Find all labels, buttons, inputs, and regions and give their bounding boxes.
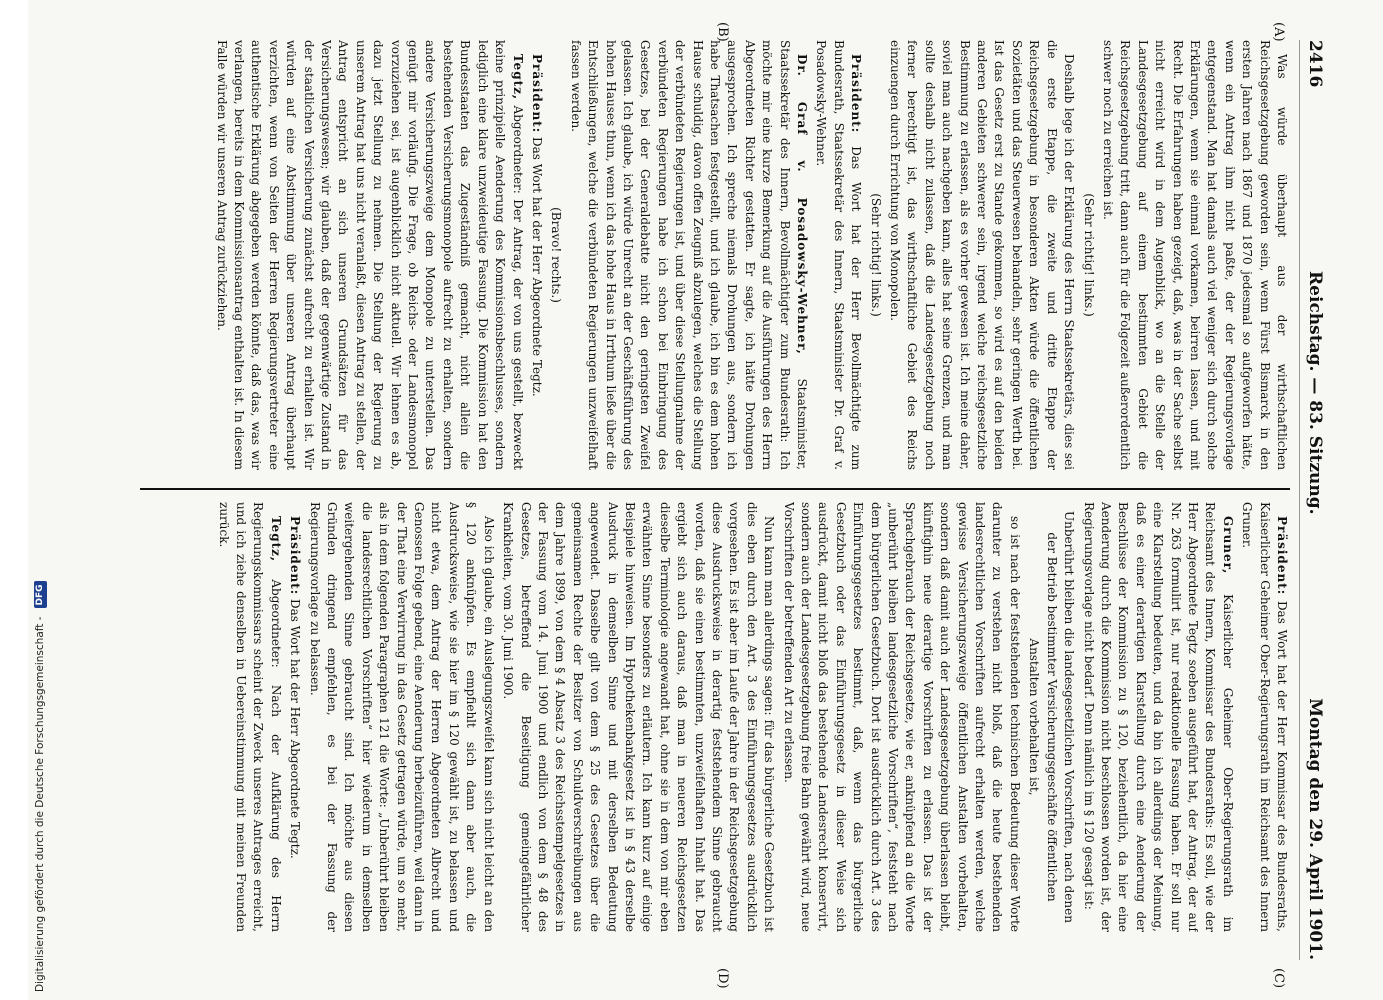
margin-marker-b: (B) bbox=[715, 22, 730, 42]
paragraph bbox=[1099, 40, 1290, 470]
paragraph bbox=[214, 502, 284, 932]
paragraph-text: Unberührt bleiben die landesgesetzlichen Vorschriften, nach denen der Betrieb bestimmter Versicherungsgeschäfte öffentlichen Anstalten vorbehalten ist, bbox=[1027, 511, 1077, 923]
paragraph-text: Das Wort hat der Herr Kommissar des Bundesraths, Kaiserlicher Geheimer Ober-Regierungsrath im Reichsamt des Innern Gruner. bbox=[1240, 502, 1289, 932]
margin-marker-c: (C) bbox=[1271, 968, 1286, 989]
speaker-name: Präsident: bbox=[1275, 516, 1289, 596]
paragraph-text: Das Wort hat der Herr Abgeordnete Tegtz. bbox=[529, 137, 544, 397]
paragraph bbox=[499, 502, 778, 932]
right-text-column bbox=[60, 502, 1290, 932]
paragraph bbox=[779, 502, 1023, 932]
page-header bbox=[1299, 40, 1330, 960]
paragraph bbox=[1079, 502, 1236, 932]
speaker-name: Tegtz, bbox=[268, 516, 283, 563]
dfg-logo: DFG bbox=[34, 581, 47, 608]
speaker-name: Präsident: bbox=[529, 54, 544, 134]
paragraph bbox=[528, 40, 545, 470]
paragraph-text: Was würde überhaupt aus der wirthschaftlichen Reichsgesetzgebung geworden sein, wenn Fürst Bismarck in den ersten Jahren nach 1867 und 1870 jedesmal so aufgeworfen hätte, wenn ein Antrag ihm nicht paßte, der der Regierungsvorlage entgegenstand. Man hat damals auch viel weniger sich durch solche Erklärungen, wenn sie einmal vorkamen, beirren lassen, und mit Recht. Die Erfahrungen haben gezeigt, daß, was in der Sache selbst nicht erreicht wird in dem Augenblick, wo an die Stelle der Landesgesetzgebung auf einem bestimmten Gebiet die Reichsgesetzgebung tritt, dann auch für die Folgezeit außerordentlich schwer noch zu erreichen ist. bbox=[1100, 40, 1289, 470]
interjection-line bbox=[1079, 40, 1096, 470]
paragraph-text: Das Wort hat der Herr Bevollmächtigte zum Bundesrath, Staatssekretär des Innern, Staatsminister Dr. Graf v. Posadowsky-Wehner. bbox=[814, 40, 864, 470]
paragraph-text: (Sehr richtig! links.) bbox=[868, 193, 883, 317]
column-divider bbox=[140, 488, 1290, 490]
paragraph bbox=[566, 40, 810, 470]
rotated-page-content bbox=[30, 22, 1330, 989]
credit-text: Digitalisierung gefördert durch die Deutsche Forschungsgemeinschaft - bbox=[34, 616, 46, 992]
paragraph-text: Kaiserlicher Geheimer Ober-Regierungsrath im Reichsamt des Innern, Kommissar des Bundesraths: Es soll, wie der Herr Abgeordnete Tegtz soeben ausgeführt hat, der Antrag, der auf Nr. 263 formulirt ist, nur redaktionelle Fassung haben. Er soll nur eine Klarstellung bedeuten, und da bin ich allerdings der Meinung, daß es einer derartigen Klarstellung durch eine Aenderung der Beschlüsse der Kommission zu § 120, beziehentlich, da hier eine Aenderung durch die Kommission nicht beschlossen worden ist, der Regierungsvorlage nicht bedarf. Denn nämlich im § 120 gesagt ist: bbox=[1081, 502, 1235, 932]
speaker-name: Dr. Graf v. Posadowsky-Wehner, bbox=[795, 54, 810, 355]
margin-marker-d: (D) bbox=[715, 968, 730, 989]
paragraph-text: Abgeordneter: Der Antrag, der von uns gestellt, bezweckt keine prinzipielle Aenderung des Kommissionsbeschlusses, sondern lediglich eine klare unzweideutige Fassung. Die Kommission hat den Bundesstaaten das Zugeständniß gemacht, nicht allein die bestehenden Versicherungsmonopole aufrecht zu erhalten, sondern andere Versicherungszweige dem Monopole zu unterstellen. Das genügt mir vorläufig. Die Frage, ob Reichs- oder Landesmonopol vorzuziehen sei, ist augenblicklich nicht aktuell. Wir lehnen es ab, dazu jetzt Stellung zu nehmen. Die Stellung der Regierung zu unserem Antrag hat uns nicht veranlaßt, diesen Antrag zu stellen, der Antrag entspricht an sich unseren Grundsätzen für das Versicherungswesen; wir glauben, daß der gegenwärtige Zustand in der staatlichen Versicherung zunächst aufrecht zu erhalten ist. Wir würden auf eine Abstimmung über unseren Antrag überhaupt verzichten, wenn von Seiten der Herren Regierungsvertreter eine authentische Erklärung abgegeben werden könnte, daß das, was wir verlangen, bereits in dem Kommissionsantrag enthalten ist. In diesem Falle würden wir unseren Antrag zurückziehen. bbox=[214, 40, 525, 470]
interjection-line bbox=[1025, 502, 1077, 932]
paragraph-text: Abgeordneter: Nach der Aufklärung des Herrn Regierungskommissars scheint der Zweck unseres Antrages erreicht, und ich ziehe denselben in Uebereinstimmung mit meinen Freunden zurück. bbox=[216, 502, 283, 932]
paragraph bbox=[1238, 502, 1290, 932]
interjection-line bbox=[866, 40, 883, 470]
paragraph bbox=[812, 40, 864, 470]
paragraph-text: Staatsminister, Staatssekretär des Innern, Bevollmächtigter zum Bundesrath: Ich möchte mir eine kurze Bemerkung auf die Ausführungen des Herrn Abgeordneten Richter gestatten. Er sagte, ich hätte Drohungen ausgesprochen. Ich spreche niemals Drohungen aus, sondern ich habe Thatsachen festgestellt, und ich glaube, ich bin es dem hohen Hause schuldig, davon offen Zeugniß abzulegen, welches die Stellung der verbündeten Regierungen ist, und über diese Stellungnahme der verbündeten Regierungen habe ich schon bei Einbringung des Gesetzes, bei der Generaldebatte nicht den geringsten Zweifel gelassen. Ich glaube, ich würde Unrecht an der Geschäftsführung des hohen Hauses thun, wenn ich das hohe Haus in Irrthum ließe über die Entschließungen, welche die verbündeten Regierungen unzweifelhaft fassen werden. bbox=[568, 40, 810, 470]
paragraph-text: (Sehr richtig! links.) bbox=[1081, 193, 1096, 317]
paragraph bbox=[212, 40, 525, 470]
paragraph-text: (Bravo! rechts.) bbox=[549, 207, 564, 303]
paragraph-text: Das Wort hat der Herr Abgeordnete Tegtz. bbox=[288, 599, 303, 859]
paragraph bbox=[286, 502, 303, 932]
paragraph-text: Deshalb lege ich der Erklärung des Herrn Staatssekretärs, dies sei die erste Etappe, die zweite und dritte Etappe der Reichsgesetzgebung in besonderen Akten würde die öffentlichen Sozietäten und das Steuerwesen behandeln, sehr geringen Werth bei. Ist das Gesetz erst zu Stande gekommen, so wird es auf den beiden anderen Gebieten schwerer sein, irgend welche reichsgesetzliche Bestimmung zu erlassen, als es vorher gewesen ist. Ich meine daher, soviel man auch nachgeben kann, alles hat seine Grenzen, und man sollte deshalb nicht zulassen, daß die Landesgesetzgebung noch ferner berechtigt ist, das wirthschaftliche Gebiet des Reichs einzuengen durch Errichtung von Monopolen. bbox=[888, 40, 1077, 470]
session-date: Montag den 29. April 1901. bbox=[1305, 698, 1325, 960]
paragraph-text: so ist nach der feststehenden technischen Bedeutung dieser Worte darunter zu verstehen nicht bloß, daß die heute bestehenden landesrechtlichen Vorschriften aufrecht erhalten werden, welche gewisse Versicherungszweige öffentlichen Anstalten vorbehalten, sondern daß damit auch der Landesgesetzgebung überlassen bleibt, künftighin neue derartige Vorschriften zu erlassen. Das ist der Sprachgebrauch der Reichsgesetze, wie er, anknüpfend an die Worte „unberührt bleiben landesgesetzliche Vorschriften“, feststeht nach dem bürgerlichen Gesetzbuch. Dort ist ausdrücklich durch Art. 3 des Einführungsgesetzes bestimmt, daß, wenn das bürgerliche Gesetzbuch oder das Einführungsgesetz in dieser Weise sich ausdrückt, damit nicht bloß das bestehende Landesrecht konservirt, sondern auch der Landesgesetzgebung freie Bahn gewährt wird, neue Vorschriften der betreffenden Art zu erlassen. bbox=[781, 502, 1022, 932]
speaker-name: Gruner, bbox=[1220, 516, 1235, 575]
paragraph bbox=[305, 502, 496, 932]
running-title: Reichstag. — 83. Sitzung. bbox=[1305, 271, 1325, 515]
interjection-line bbox=[547, 40, 564, 470]
margin-marker-a: (A) bbox=[1271, 22, 1286, 42]
paragraph-text: Also ich glaube, ein Auslegungszweifel kann sich nicht leicht an den § 120 anknüpfen. Es empfiehlt sich dann aber auch, die Ausdrucksweise, wie sie hier im § 120 gewählt ist, zu belassen und nicht etwa, dem Antrag der Herren Abgeordneten Albrecht und Genossen Folge gebend, eine Aenderung herbeizuführen, weil dann in der That eine Verwirrung in das Gesetz getragen würde, um so mehr, als in dem folgenden Paragraphen 121 die Worte: „Unberührt bleiben die landesrechtlichen Vorschriften“ hier wiederum in demselben weitergehenden Sinne gebraucht sind. Ich möchte aus diesen Gründen dringend empfehlen, es bei der Fassung der Regierungsvorlage zu belassen. bbox=[307, 502, 496, 932]
speaker-name: Präsident: bbox=[288, 516, 303, 596]
paragraph bbox=[886, 40, 1077, 470]
page-number: 2416 bbox=[1305, 40, 1325, 88]
left-text-column bbox=[60, 40, 1290, 470]
speaker-name: Präsident: bbox=[849, 54, 864, 134]
paragraph-text: Nun kann man allerdings sagen: für das bürgerliche Gesetzbuch ist dies eben durch den Art. 3 des Einführungsgesetzes ausdrücklich vorgesehen. Es ist aber im Laufe der Jahre in der Reichsgesetzgebung diese Ausdrucksweise in derartig feststehendem Sinne gebraucht worden, daß sie einen bestimmten, unzweifelhaften Inhalt hat. Das ergiebt sich auch daraus, daß man in neueren Reichsgesetzen dieselbe Terminologie angewandt hat, ohne sie in dem von mir eben erwähnten Sinne besonders zu erläutern. Ich kann kurz auf einige Beispiele hinweisen. Im Hypothekenbankgesetz ist in § 43 derselbe Ausdruck in demselben Sinne und mit derselben Bedeutung angewendet. Dasselbe gilt von dem § 25 des Gesetzes über die gemeinsamen Rechte der Besitzer von Schuldverschreibungen aus dem Jahre 1899, von dem § 4 Absatz 3 des Reichsstempelgesetzes in der Fassung vom 14. Juni 1900 und endlich von dem § 48 des Gesetzes, betreffend die Beseitigung gemeingefährlicher Krankheiten, vom 30. Juni 1900. bbox=[501, 502, 777, 932]
speaker-name: Tegtz, bbox=[510, 54, 525, 101]
